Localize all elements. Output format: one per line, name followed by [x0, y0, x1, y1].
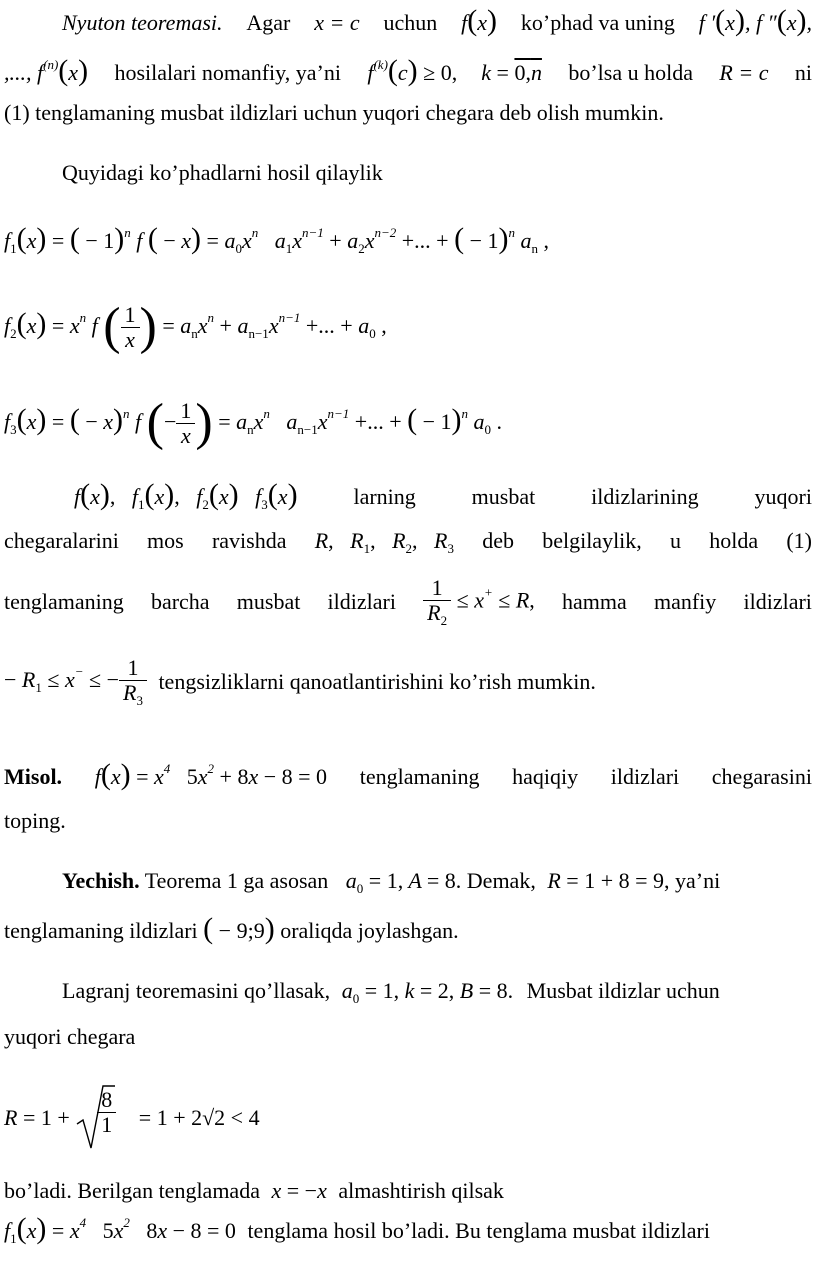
word: musbat — [236, 589, 301, 615]
word: tenglamaning — [359, 764, 480, 789]
word: ildizlari — [743, 589, 812, 615]
word: belgilaylik, — [542, 528, 642, 553]
word: hamma — [561, 589, 627, 615]
yechish-line: Yechish. Teorema 1 ga asosan $a_0 = 1$, A = 8. Demak, R = 1 + 8 = 9, ya’ni — [62, 868, 721, 896]
text-uchun: uchun — [383, 10, 438, 35]
text: bo’ladi. Berilgan tenglamada — [4, 1178, 260, 1203]
formula-nth-derivative: ,..., $f^{(n)}(x)$ — [4, 54, 89, 87]
sqrt-icon: $\frac{8}{1}$ — [75, 1084, 115, 1152]
text: Musbat ildizlar uchun — [526, 978, 720, 1003]
word: tenglamaning — [4, 589, 124, 615]
word: manfiy — [653, 589, 717, 615]
word: larning — [353, 484, 416, 509]
yechish-label: Yechish. — [62, 868, 140, 893]
text: tenglama hosil bo’ladi. Bu tenglama musbat ildizlari — [247, 1218, 710, 1243]
text: ya’ni — [675, 868, 721, 893]
formula-positive-bound: $\frac{1}{R_2}$ ≤ x+ ≤ R, — [423, 576, 535, 628]
formula-R-sum: R = 1 + 8 = 9 — [547, 868, 665, 893]
text-agar: Agar — [246, 10, 291, 35]
formula-f2: $f_2(x) = x^n$ f ( $\frac{1}{x}$ ) = $a_nx^n + a_{n-1}x^{n-1}$ +... + $a_0$ , — [4, 298, 387, 355]
lagranj-line — [62, 980, 812, 1005]
text: Teorema 1 ga asosan — [144, 868, 329, 893]
line-2 — [4, 56, 812, 86]
word: chegarasini — [711, 764, 812, 789]
formula-lagranj-params: $a_0 = 1$, k = 2, B = 8. — [341, 978, 514, 1006]
formula-f3: $f_3(x)$ = ( − x)$^n$ f (− $\frac{1}{x}$ ) = $a_nx^n$ $a_{n-1}x^{n-1}$ +... + ( − 1)$^n$ $a_0$ . — [4, 394, 503, 451]
text-kophad: ko’phad va uning — [520, 10, 675, 35]
word: ildizlari — [610, 764, 680, 789]
formula-f1: $f_1(x)$ = ( − 1)$^n$ f ( − $x) = a_0x^n$ $a_1x^{n-1} + a_2x^{n-2}$ +... + ( − 1)$^n$ $a_n$ , — [4, 222, 549, 256]
line-4: Quyidagi ko’phadlarni hosil qilaylik — [62, 160, 383, 185]
line-3: (1) tenglamaning musbat ildizlari uchun yuqori chegara deb olish mumkin. — [4, 100, 664, 125]
word: chegaralarini — [4, 528, 119, 553]
formula-substitution: x = −x — [271, 1178, 327, 1203]
text: oraliqda joylashgan. — [280, 918, 459, 943]
text-tengsizlik: tengsizliklarni qanoatlantirishini ko’rish mumkin. — [158, 669, 596, 695]
text: Lagranj teoremasini qo’llasak, — [62, 978, 331, 1003]
text-hosilalari: hosilalari nomanfiy, ya’ni — [114, 60, 341, 85]
formula-negative-bound: − $R_1 \le x^-$ ≤ − $\frac{1}{R_3}$ — [4, 667, 147, 692]
lagranj-line-2: yuqori chegara — [4, 1024, 136, 1049]
formula-derivatives: f ′(x), f ″(x), — [698, 4, 812, 37]
word: ildizlarining — [591, 484, 699, 509]
formula-functions-list: f(x), $f_1(x)$, $f_2(x)$ $f_3(x)$ — [74, 478, 298, 512]
misol-line — [4, 760, 812, 790]
word: haqiqiy — [512, 764, 579, 789]
formula-a0-A: $a_0 = 1$, A = 8 — [345, 868, 456, 896]
para-line-1 — [74, 480, 812, 511]
misol-end: toping. — [4, 808, 66, 833]
yechish-line-2 — [4, 914, 816, 944]
formula-x-eq-c: x = c — [314, 10, 360, 35]
formula-condition: $f^{(k)}(c) \ge 0$, k = 0,n — [367, 54, 542, 87]
word: u — [670, 528, 682, 553]
formula-example: $f(x) = x^4$ $5x^2 + 8x - 8 = 0$ — [94, 758, 328, 791]
theorem-title: Nyuton teoremasi. — [62, 10, 223, 35]
word: deb — [482, 528, 514, 553]
formula-R-lagranj: R = 1 + $\frac{8}{1}$ = 1 + 2√2 < 4 — [4, 1084, 816, 1152]
word: ildizlari — [327, 589, 396, 615]
para-line-3 — [4, 576, 812, 628]
line-1 — [62, 6, 812, 36]
text-bolsa: bo’lsa u holda — [568, 60, 693, 85]
formula-bounds-list: R, $R_1$, $R_2$, $R_3$ — [314, 528, 454, 556]
text: Demak, — [466, 868, 536, 893]
formula-fx: f(x) — [461, 4, 498, 37]
last-line-1 — [4, 1180, 816, 1202]
para-line-2 — [4, 530, 812, 555]
word: musbat — [471, 484, 536, 509]
word: ravishda — [211, 528, 287, 553]
para-line-4 — [4, 656, 816, 708]
text: tenglamaning ildizlari — [4, 918, 198, 943]
formula-r-eq-c: R = c — [719, 60, 769, 85]
word: yuqori — [754, 484, 812, 509]
last-line-2 — [4, 1214, 816, 1245]
word: (1) — [786, 528, 812, 553]
text: almashtirish qilsak — [338, 1178, 504, 1203]
formula-f1-example: $f_1(x) = x^4$ $5x^2$ 8x − 8 = 0 — [4, 1212, 236, 1246]
word: holda — [709, 528, 759, 553]
formula-interval: ( − 9;9) — [203, 912, 275, 945]
misol-label: Misol. — [4, 764, 63, 789]
word: barcha — [150, 589, 210, 615]
text-ni: ni — [794, 60, 812, 85]
word: mos — [147, 528, 184, 553]
